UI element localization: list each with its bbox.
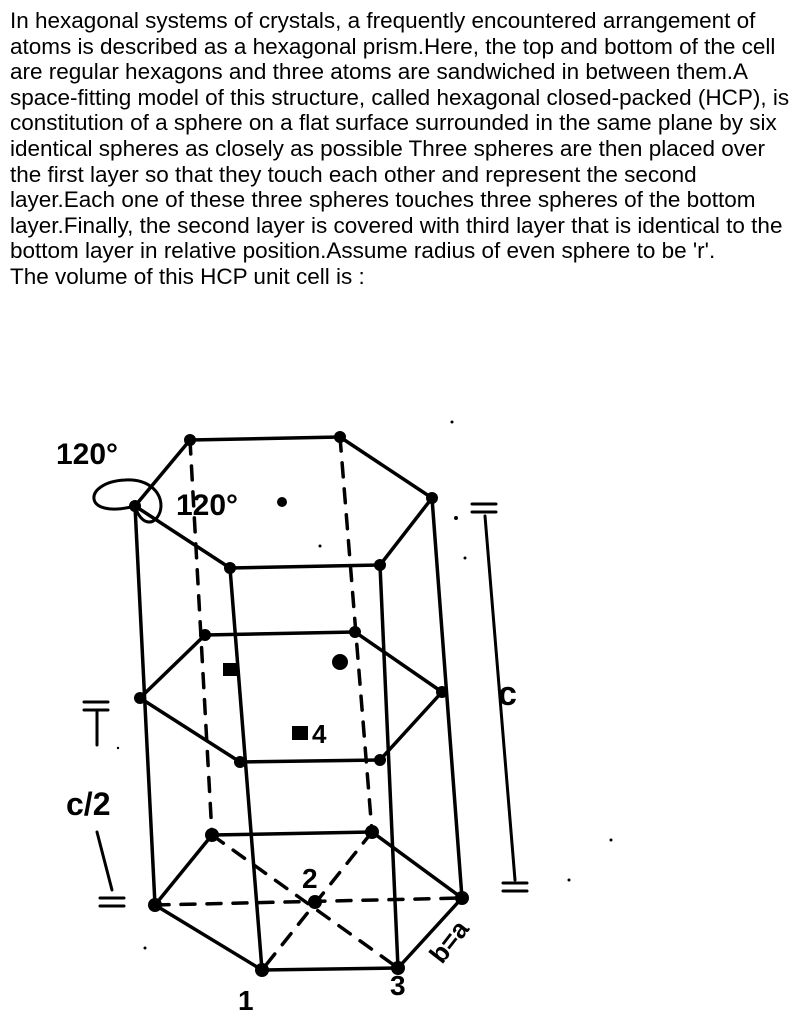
atom-1-label: 1	[238, 985, 254, 1016]
height-c-label: c	[498, 675, 517, 713]
question-stem: In hexagonal systems of crystals, a frequently encountered arrangement of atoms is described as a hexagonal prism.Here, the top and bottom of the cell are regular hexagons and three atoms are sandwiched in between them.A space-fitting model of this structure, called hexagonal closed-packed (HCP), is constitution of a sphere on a flat surface surrounded in the same plane by six identical spheres as closely as possible Three spheres are then placed over the first layer so that they touch each other and represent the second layer.Each one of these three spheres touches three spheres of the bottom layer.Finally, the second layer is covered with third layer that is identical to the bottom layer in relative position.Assume radius of even sphere to be 'r'.	[10, 8, 790, 264]
hcp-unit-cell-figure	[0, 420, 800, 1035]
question-prompt: The volume of this HCP unit cell is :	[10, 263, 365, 289]
question-text	[10, 8, 795, 290]
angle-inner-label: 120°	[176, 489, 239, 522]
atom-2-label: 2	[302, 863, 318, 894]
angle-outer-label: 120°	[56, 438, 119, 471]
atom-3-label: 3	[390, 970, 406, 1001]
middle-hexagon	[140, 632, 442, 762]
hcp-diagram	[0, 420, 800, 1035]
atom-4-label: 4	[312, 719, 327, 749]
edge-b-label: b=a	[423, 914, 475, 969]
height-half-label: c/2	[66, 786, 111, 822]
